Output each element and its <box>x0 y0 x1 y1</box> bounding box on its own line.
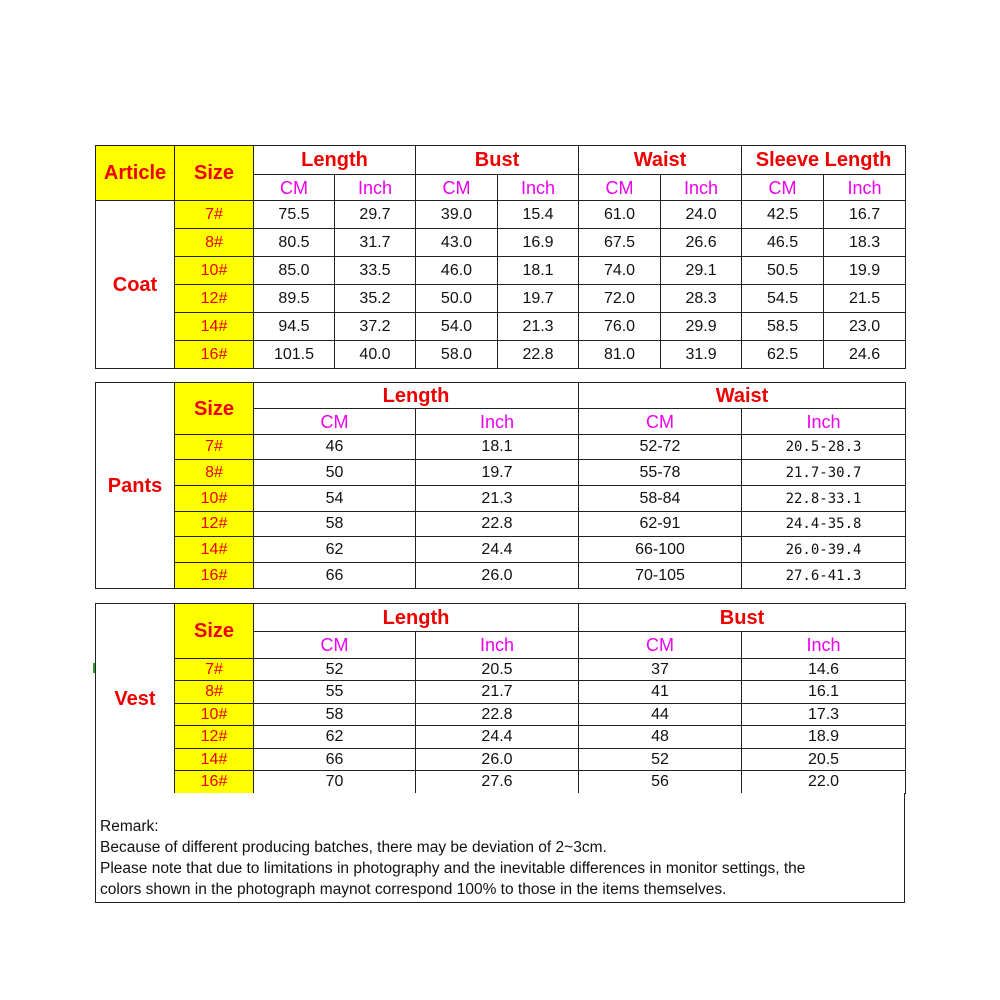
value-cell: 20.5-28.3 <box>742 435 906 460</box>
value-cell: 66-100 <box>579 537 742 563</box>
coat-measure-header-row <box>96 146 906 175</box>
value-cell: 50.0 <box>416 285 498 313</box>
value-cell: 58 <box>254 704 416 726</box>
pants-measure-header-row <box>96 383 906 409</box>
size-cell: 10# <box>175 704 254 726</box>
unit-inch: Inch <box>335 175 416 201</box>
table-row <box>96 681 906 704</box>
value-cell: 18.3 <box>824 229 906 257</box>
table-row <box>96 313 906 341</box>
unit-cm: CM <box>254 632 416 659</box>
size-cell: 12# <box>175 285 254 313</box>
coat-sleeve-length-header: Sleeve Length <box>742 146 906 175</box>
value-cell: 70-105 <box>579 563 742 589</box>
value-cell: 58.5 <box>742 313 824 341</box>
value-cell: 20.5 <box>416 659 579 681</box>
value-cell: 26.0 <box>416 749 579 771</box>
value-cell: 19.9 <box>824 257 906 285</box>
value-cell: 16.1 <box>742 681 906 704</box>
unit-cm: CM <box>579 632 742 659</box>
unit-inch: Inch <box>742 409 906 435</box>
table-row <box>96 201 906 229</box>
value-cell: 81.0 <box>579 341 661 369</box>
value-cell: 24.6 <box>824 341 906 369</box>
table-row <box>96 486 906 512</box>
value-cell: 28.3 <box>661 285 742 313</box>
table-row <box>96 749 906 771</box>
value-cell: 42.5 <box>742 201 824 229</box>
value-cell: 15.4 <box>498 201 579 229</box>
table-row <box>96 537 906 563</box>
value-cell: 24.4 <box>416 726 579 749</box>
vest-length-header: Length <box>254 604 579 632</box>
value-cell: 41 <box>579 681 742 704</box>
value-cell: 18.1 <box>416 435 579 460</box>
value-cell: 62 <box>254 726 416 749</box>
value-cell: 27.6-41.3 <box>742 563 906 589</box>
size-cell: 7# <box>175 659 254 681</box>
value-cell: 22.8 <box>416 512 579 537</box>
table-row <box>96 726 906 749</box>
value-cell: 17.3 <box>742 704 906 726</box>
size-header: Size <box>175 146 254 201</box>
table-row <box>96 563 906 589</box>
size-cell: 7# <box>175 201 254 229</box>
value-cell: 29.1 <box>661 257 742 285</box>
size-header: Size <box>175 383 254 435</box>
value-cell: 18.9 <box>742 726 906 749</box>
size-cell: 8# <box>175 460 254 486</box>
coat-length-header: Length <box>254 146 416 175</box>
value-cell: 35.2 <box>335 285 416 313</box>
value-cell: 54.5 <box>742 285 824 313</box>
table-row <box>96 229 906 257</box>
value-cell: 62 <box>254 537 416 563</box>
value-cell: 24.4-35.8 <box>742 512 906 537</box>
value-cell: 48 <box>579 726 742 749</box>
table-row <box>96 341 906 369</box>
value-cell: 37.2 <box>335 313 416 341</box>
value-cell: 21.3 <box>416 486 579 512</box>
value-cell: 54.0 <box>416 313 498 341</box>
value-cell: 40.0 <box>335 341 416 369</box>
value-cell: 75.5 <box>254 201 335 229</box>
value-cell: 62.5 <box>742 341 824 369</box>
value-cell: 55 <box>254 681 416 704</box>
table-row <box>96 435 906 460</box>
value-cell: 72.0 <box>579 285 661 313</box>
size-cell: 12# <box>175 726 254 749</box>
value-cell: 66 <box>254 749 416 771</box>
value-cell: 80.5 <box>254 229 335 257</box>
vest-category-label: Vest <box>96 604 175 794</box>
value-cell: 14.6 <box>742 659 906 681</box>
table-row <box>96 771 906 794</box>
unit-cm: CM <box>579 175 661 201</box>
unit-inch: Inch <box>824 175 906 201</box>
value-cell: 61.0 <box>579 201 661 229</box>
value-cell: 58-84 <box>579 486 742 512</box>
coat-category-label: Coat <box>96 201 175 369</box>
table-row <box>96 257 906 285</box>
value-cell: 94.5 <box>254 313 335 341</box>
coat-bust-header: Bust <box>416 146 579 175</box>
value-cell: 16.7 <box>824 201 906 229</box>
value-cell: 74.0 <box>579 257 661 285</box>
value-cell: 24.0 <box>661 201 742 229</box>
value-cell: 70 <box>254 771 416 794</box>
value-cell: 56 <box>579 771 742 794</box>
value-cell: 29.9 <box>661 313 742 341</box>
coat-size-table <box>95 145 906 369</box>
value-cell: 26.6 <box>661 229 742 257</box>
unit-cm: CM <box>742 175 824 201</box>
value-cell: 89.5 <box>254 285 335 313</box>
value-cell: 37 <box>579 659 742 681</box>
value-cell: 76.0 <box>579 313 661 341</box>
size-cell: 16# <box>175 771 254 794</box>
value-cell: 21.3 <box>498 313 579 341</box>
table-row <box>96 659 906 681</box>
value-cell: 19.7 <box>498 285 579 313</box>
pants-length-header: Length <box>254 383 579 409</box>
value-cell: 22.0 <box>742 771 906 794</box>
unit-inch: Inch <box>742 632 906 659</box>
value-cell: 85.0 <box>254 257 335 285</box>
value-cell: 20.5 <box>742 749 906 771</box>
article-header: Article <box>96 146 175 201</box>
value-cell: 58.0 <box>416 341 498 369</box>
unit-inch: Inch <box>416 632 579 659</box>
value-cell: 22.8 <box>498 341 579 369</box>
table-row <box>96 512 906 537</box>
size-cell: 16# <box>175 563 254 589</box>
value-cell: 43.0 <box>416 229 498 257</box>
value-cell: 50.5 <box>742 257 824 285</box>
remark-line: colors shown in the photograph maynot correspond 100% to those in the items themselves. <box>100 881 727 898</box>
value-cell: 29.7 <box>335 201 416 229</box>
value-cell: 55-78 <box>579 460 742 486</box>
vest-bust-header: Bust <box>579 604 906 632</box>
size-cell: 14# <box>175 749 254 771</box>
size-cell: 10# <box>175 486 254 512</box>
unit-cm: CM <box>254 409 416 435</box>
value-cell: 22.8 <box>416 704 579 726</box>
remark-line: Please note that due to limitations in photography and the inevitable differences in monitor settings, the <box>100 860 806 877</box>
value-cell: 58 <box>254 512 416 537</box>
unit-inch: Inch <box>661 175 742 201</box>
pants-category-label: Pants <box>96 383 175 589</box>
vest-size-table <box>95 603 906 794</box>
value-cell: 26.0 <box>416 563 579 589</box>
pants-waist-header: Waist <box>579 383 906 409</box>
remark-line: Because of different producing batches, there may be deviation of 2~3cm. <box>100 839 607 856</box>
value-cell: 31.9 <box>661 341 742 369</box>
table-row <box>96 460 906 486</box>
value-cell: 101.5 <box>254 341 335 369</box>
size-cell: 7# <box>175 435 254 460</box>
table-row <box>96 285 906 313</box>
size-cell: 8# <box>175 681 254 704</box>
value-cell: 33.5 <box>335 257 416 285</box>
coat-waist-header: Waist <box>579 146 742 175</box>
value-cell: 39.0 <box>416 201 498 229</box>
value-cell: 21.7 <box>416 681 579 704</box>
value-cell: 19.7 <box>416 460 579 486</box>
remark-box <box>95 793 905 903</box>
size-cell: 16# <box>175 341 254 369</box>
value-cell: 62-91 <box>579 512 742 537</box>
value-cell: 46.0 <box>416 257 498 285</box>
unit-cm: CM <box>254 175 335 201</box>
value-cell: 46 <box>254 435 416 460</box>
value-cell: 52 <box>254 659 416 681</box>
remark-title: Remark: <box>100 818 159 835</box>
value-cell: 21.7-30.7 <box>742 460 906 486</box>
pants-size-table <box>95 382 906 589</box>
value-cell: 23.0 <box>824 313 906 341</box>
unit-inch: Inch <box>416 409 579 435</box>
size-cell: 14# <box>175 537 254 563</box>
value-cell: 24.4 <box>416 537 579 563</box>
value-cell: 44 <box>579 704 742 726</box>
value-cell: 31.7 <box>335 229 416 257</box>
size-header: Size <box>175 604 254 659</box>
value-cell: 46.5 <box>742 229 824 257</box>
value-cell: 54 <box>254 486 416 512</box>
value-cell: 27.6 <box>416 771 579 794</box>
value-cell: 66 <box>254 563 416 589</box>
size-cell: 14# <box>175 313 254 341</box>
value-cell: 18.1 <box>498 257 579 285</box>
vest-measure-header-row <box>96 604 906 632</box>
unit-inch: Inch <box>498 175 579 201</box>
value-cell: 26.0-39.4 <box>742 537 906 563</box>
value-cell: 21.5 <box>824 285 906 313</box>
size-cell: 8# <box>175 229 254 257</box>
size-cell: 12# <box>175 512 254 537</box>
value-cell: 52 <box>579 749 742 771</box>
table-row <box>96 704 906 726</box>
value-cell: 67.5 <box>579 229 661 257</box>
unit-cm: CM <box>579 409 742 435</box>
value-cell: 52-72 <box>579 435 742 460</box>
unit-cm: CM <box>416 175 498 201</box>
size-cell: 10# <box>175 257 254 285</box>
value-cell: 50 <box>254 460 416 486</box>
value-cell: 16.9 <box>498 229 579 257</box>
value-cell: 22.8-33.1 <box>742 486 906 512</box>
